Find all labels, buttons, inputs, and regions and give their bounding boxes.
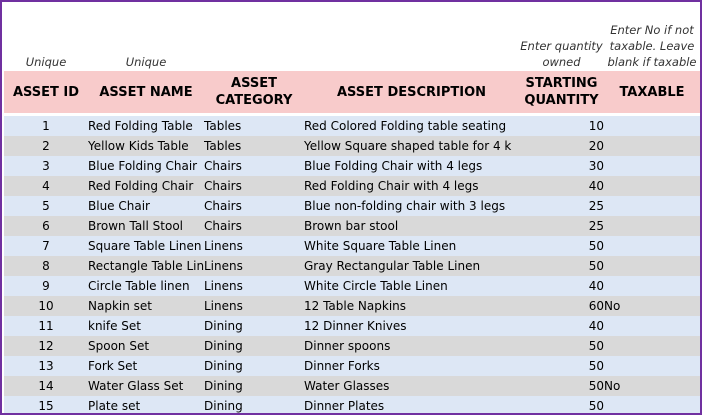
cell-asset-category[interactable]: Tables	[204, 136, 304, 156]
cell-taxable[interactable]	[604, 116, 700, 136]
cell-taxable[interactable]: No	[604, 376, 700, 396]
note-asset-name: Unique	[125, 55, 167, 69]
cell-taxable[interactable]	[604, 356, 700, 376]
cell-asset-name[interactable]: Square Table Linen	[88, 236, 204, 256]
header-taxable[interactable]: TAXABLE	[604, 71, 700, 113]
table-row	[4, 116, 700, 136]
cell-asset-category[interactable]: Dining	[204, 316, 304, 336]
cell-taxable[interactable]	[604, 276, 700, 296]
cell-taxable[interactable]	[604, 136, 700, 156]
cell-asset-category[interactable]: Chairs	[204, 156, 304, 176]
table-row	[4, 176, 700, 196]
cell-asset-category[interactable]: Chairs	[204, 216, 304, 236]
cell-asset-category[interactable]: Linens	[204, 256, 304, 276]
cell-asset-description[interactable]: Dinner Forks	[304, 356, 519, 376]
note-starting-quantity: Enter quantity owned	[520, 39, 603, 69]
cell-asset-id[interactable]: 3	[4, 156, 88, 176]
cell-starting-quantity[interactable]: 50	[519, 336, 604, 356]
cell-starting-quantity[interactable]: 25	[519, 196, 604, 216]
note-asset-id: Unique	[25, 55, 67, 69]
table-row	[4, 256, 700, 276]
cell-taxable[interactable]: No	[604, 296, 700, 316]
cell-asset-description[interactable]: Water Glasses	[304, 376, 519, 396]
header-asset-category[interactable]: ASSET CATEGORY	[204, 71, 304, 113]
cell-asset-category[interactable]: Dining	[204, 376, 304, 396]
table-row	[4, 136, 700, 156]
cell-asset-description[interactable]: Dinner Plates	[304, 396, 519, 415]
table-row	[4, 196, 700, 216]
cell-asset-id[interactable]: 4	[4, 176, 88, 196]
table-row	[4, 296, 700, 316]
table-row	[4, 336, 700, 356]
cell-asset-description[interactable]: Dinner spoons	[304, 336, 519, 356]
cell-taxable[interactable]	[604, 316, 700, 336]
cell-starting-quantity[interactable]: 25	[519, 216, 604, 236]
cell-asset-name[interactable]: knife Set	[88, 316, 204, 336]
table-row	[4, 156, 700, 176]
cell-asset-name[interactable]: Brown Tall Stool	[88, 216, 204, 236]
cell-taxable[interactable]	[604, 256, 700, 276]
asset-table	[4, 2, 700, 415]
table-row	[4, 396, 700, 415]
cell-asset-id[interactable]: 7	[4, 236, 88, 256]
cell-asset-name[interactable]: Fork Set	[88, 356, 204, 376]
cell-asset-name[interactable]: Plate set	[88, 396, 204, 415]
cell-taxable[interactable]	[604, 196, 700, 216]
header-starting-quantity[interactable]: STARTING QUANTITY	[519, 71, 604, 113]
note-asset-description	[304, 2, 519, 71]
cell-asset-id[interactable]: 6	[4, 216, 88, 236]
cell-starting-quantity[interactable]: 50	[519, 236, 604, 256]
cell-asset-id[interactable]: 8	[4, 256, 88, 276]
cell-asset-id[interactable]: 5	[4, 196, 88, 216]
cell-starting-quantity[interactable]: 50	[519, 376, 604, 396]
cell-taxable[interactable]	[604, 156, 700, 176]
cell-taxable[interactable]	[604, 216, 700, 236]
cell-asset-description[interactable]: White Circle Table Linen	[304, 276, 519, 296]
cell-starting-quantity[interactable]: 40	[519, 276, 604, 296]
cell-asset-id[interactable]: 12	[4, 336, 88, 356]
cell-asset-name[interactable]: Red Folding Table	[88, 116, 204, 136]
table-row	[4, 316, 700, 336]
cell-asset-name[interactable]: Blue Folding Chair	[88, 156, 204, 176]
cell-taxable[interactable]	[604, 236, 700, 256]
cell-asset-category[interactable]: Dining	[204, 396, 304, 415]
cell-starting-quantity[interactable]: 30	[519, 156, 604, 176]
cell-asset-description[interactable]: Blue Folding Chair with 4 legs	[304, 156, 519, 176]
cell-starting-quantity[interactable]: 60	[519, 296, 604, 316]
cell-starting-quantity[interactable]: 20	[519, 136, 604, 156]
cell-asset-description[interactable]: Blue non-folding chair with 3 legs	[304, 196, 519, 216]
cell-taxable[interactable]	[604, 396, 700, 415]
cell-asset-description[interactable]: 12 Dinner Knives	[304, 316, 519, 336]
cell-starting-quantity[interactable]: 40	[519, 176, 604, 196]
header-asset-description[interactable]: ASSET DESCRIPTION	[304, 71, 519, 113]
cell-starting-quantity[interactable]: 10	[519, 116, 604, 136]
cell-asset-name[interactable]: Water Glass Set	[88, 376, 204, 396]
cell-asset-id[interactable]: 14	[4, 376, 88, 396]
cell-starting-quantity[interactable]: 50	[519, 256, 604, 276]
cell-asset-id[interactable]: 9	[4, 276, 88, 296]
table-row	[4, 376, 700, 396]
header-row	[4, 71, 700, 113]
cell-asset-name[interactable]: Circle Table linen	[88, 276, 204, 296]
cell-asset-id[interactable]: 2	[4, 136, 88, 156]
cell-asset-category[interactable]: Linens	[204, 276, 304, 296]
cell-asset-category[interactable]: Tables	[204, 116, 304, 136]
cell-asset-name[interactable]: Napkin set	[88, 296, 204, 316]
header-asset-name[interactable]: ASSET NAME	[88, 71, 204, 113]
cell-asset-category[interactable]: Dining	[204, 356, 304, 376]
cell-asset-description[interactable]: Red Folding Chair with 4 legs	[304, 176, 519, 196]
cell-asset-id[interactable]: 13	[4, 356, 88, 376]
cell-asset-name[interactable]: Spoon Set	[88, 336, 204, 356]
cell-asset-description[interactable]: Brown bar stool	[304, 216, 519, 236]
cell-asset-category[interactable]: Chairs	[204, 196, 304, 216]
note-taxable: Enter No if not taxable. Leave blank if taxable	[607, 23, 697, 69]
cell-asset-description[interactable]: Gray Rectangular Table Linen	[304, 256, 519, 276]
cell-asset-name[interactable]: Red Folding Chair	[88, 176, 204, 196]
cell-asset-id[interactable]: 11	[4, 316, 88, 336]
notes-row	[4, 2, 700, 71]
cell-asset-category[interactable]: Chairs	[204, 176, 304, 196]
cell-taxable[interactable]	[604, 336, 700, 356]
cell-asset-name[interactable]: Yellow Kids Table	[88, 136, 204, 156]
cell-asset-id[interactable]: 1	[4, 116, 88, 136]
cell-asset-category[interactable]: Linens	[204, 296, 304, 316]
cell-asset-name[interactable]: Rectangle Table Lin	[88, 256, 204, 276]
cell-taxable[interactable]	[604, 176, 700, 196]
cell-asset-description[interactable]: Red Colored Folding table seating	[304, 116, 519, 136]
table-row	[4, 276, 700, 296]
cell-asset-description[interactable]: White Square Table Linen	[304, 236, 519, 256]
cell-asset-id[interactable]: 15	[4, 396, 88, 415]
cell-asset-description[interactable]: 12 Table Napkins	[304, 296, 519, 316]
cell-asset-name[interactable]: Blue Chair	[88, 196, 204, 216]
note-asset-category	[204, 2, 304, 71]
table-row	[4, 236, 700, 256]
cell-asset-category[interactable]: Linens	[204, 236, 304, 256]
table-row	[4, 216, 700, 236]
cell-starting-quantity[interactable]: 40	[519, 316, 604, 336]
cell-starting-quantity[interactable]: 50	[519, 356, 604, 376]
header-asset-id[interactable]: ASSET ID	[4, 71, 88, 113]
cell-asset-id[interactable]: 10	[4, 296, 88, 316]
cell-asset-description[interactable]: Yellow Square shaped table for 4 k	[304, 136, 519, 156]
cell-asset-category[interactable]: Dining	[204, 336, 304, 356]
cell-starting-quantity[interactable]: 50	[519, 396, 604, 415]
table-row	[4, 356, 700, 376]
